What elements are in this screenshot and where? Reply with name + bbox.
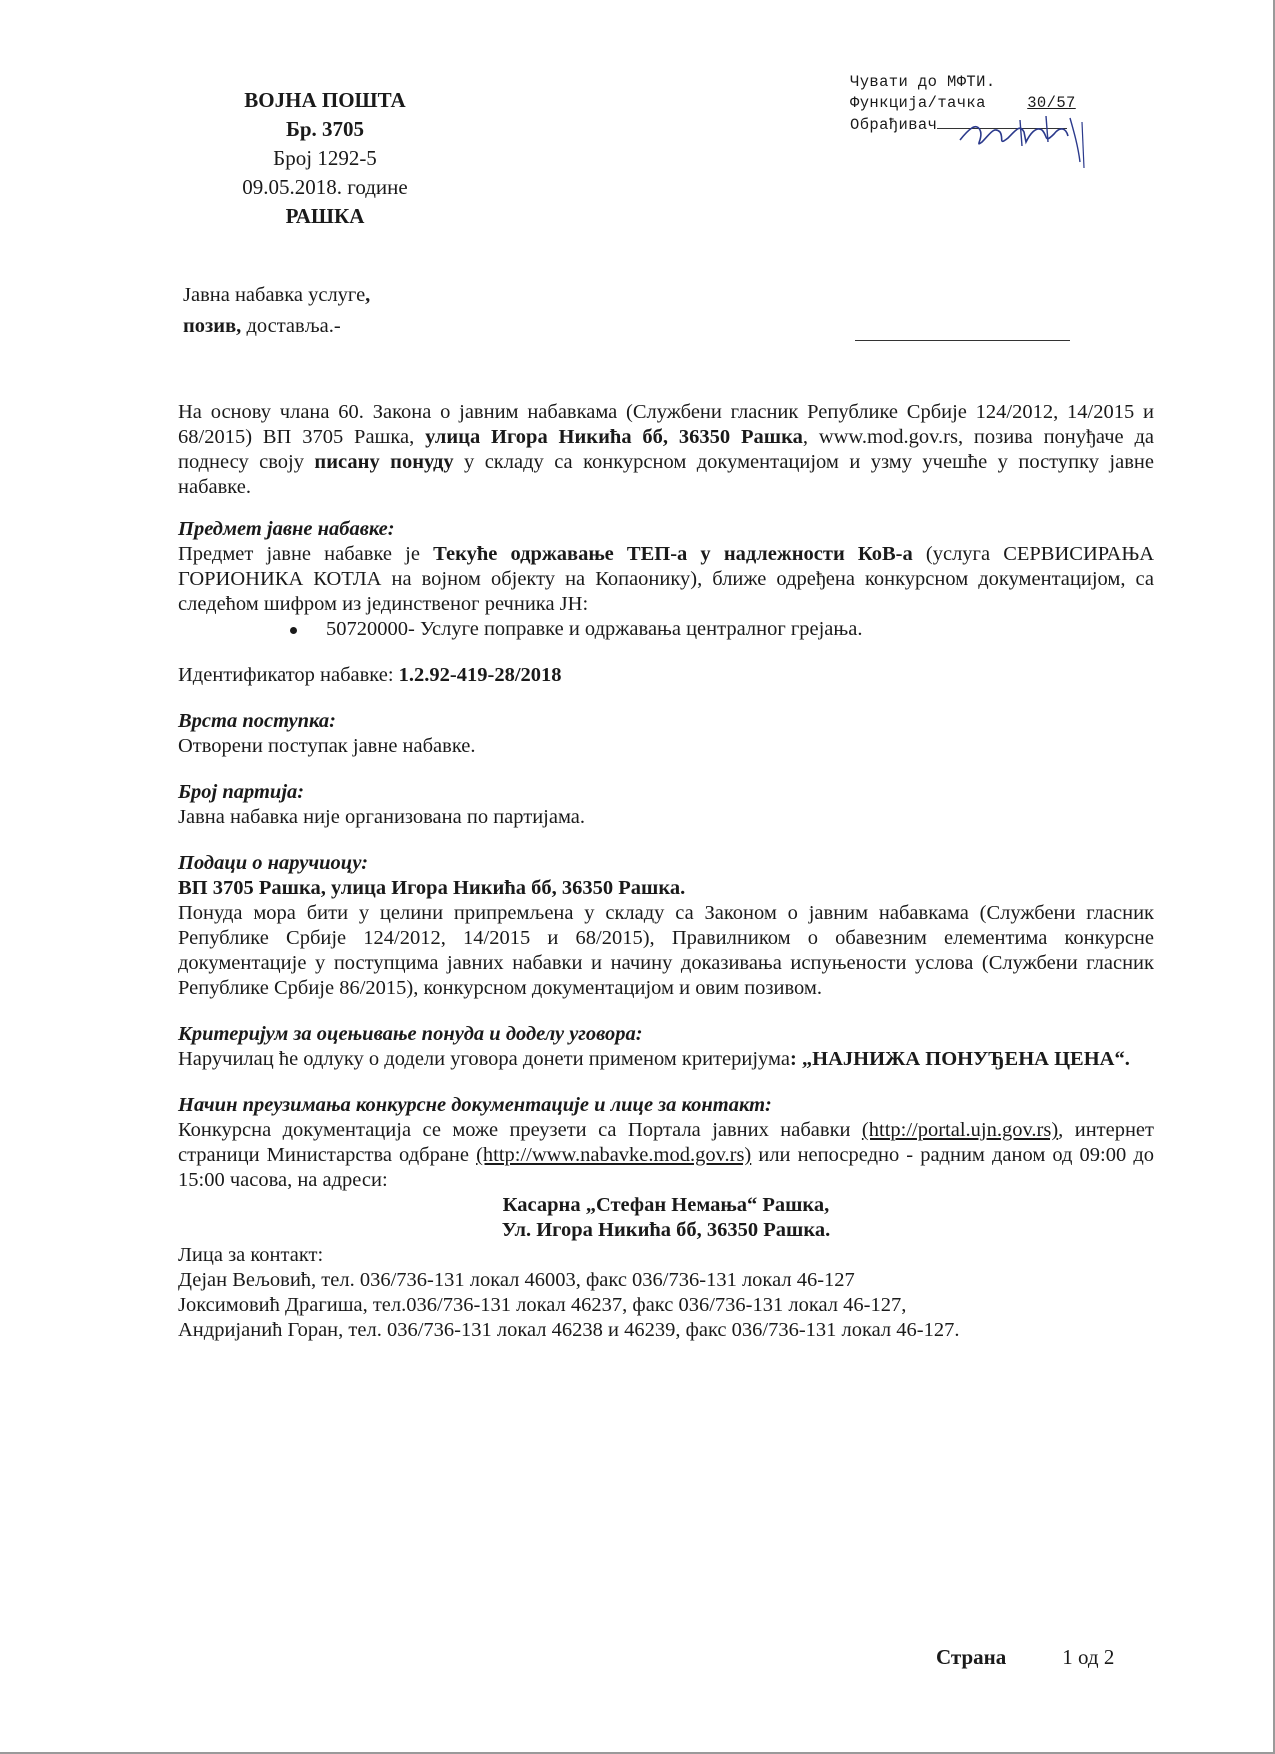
contact-item: Јоксимовић Драгиша, тел.036/736-131 локал 46237, факс 036/736-131 локал 46-127, [178, 1294, 907, 1316]
cpv-bullet-item [178, 617, 1154, 642]
separator-line [855, 340, 1070, 341]
subject-line2-text: достављa.- [241, 315, 341, 337]
page-label: Страна [936, 1645, 1007, 1669]
procedure-heading: Врста поступка: [178, 710, 336, 732]
function-row [850, 93, 1076, 114]
identifier-label: Идентификатор набавке: [178, 664, 399, 686]
client-heading: Подаци о наручиоцу: [178, 852, 369, 874]
documentation-paragraph [178, 1118, 1154, 1193]
criteria-heading: Критеријум за оцењивање понуда и доделу уговора: [178, 1023, 643, 1045]
contact-item: Дејан Вељовић, тел. 036/736-131 локал 46003, факс 036/736-131 локал 46-127 [178, 1269, 855, 1291]
subject-block [183, 280, 370, 342]
identifier-line [178, 663, 1154, 688]
ministry-link[interactable]: (http://www.nabavke.mod.gov.rs) [476, 1144, 752, 1166]
procedure-text: Отворени поступак јавне набавке. [178, 735, 476, 757]
cpv-code-text: 50720000- Услуге поправке и одржавања централног грејања. [326, 618, 863, 640]
intro-text-1: На основу члана 60. Закона о јавним набавкама (Службени гласник Републике Србије 124/2012, 14/2015 и 68/2015) ВП 3705 Рашка, [178, 401, 1154, 448]
subject-line2-bold: позив, [183, 315, 242, 337]
intro-address: улица Игора Никића бб, 36350 Рашка [425, 426, 803, 448]
documentation-heading: Начин преузимања конкурсне документације и лице за контакт: [178, 1094, 772, 1116]
function-label: Функција/тачка [850, 94, 986, 112]
page-footer [936, 1645, 1114, 1670]
criteria-paragraph [178, 1047, 1154, 1072]
sender-line1: ВОЈНА ПОШТА [244, 88, 406, 112]
address-line-1: Касарна „Стефан Немања“ Рашка, [502, 1194, 830, 1216]
intro-text-3: у складу са конкурсном документацијом и узму учешће у поступку јавне набавке. [178, 451, 1154, 498]
portal-link[interactable]: (http://portal.ujn.gov.rs) [861, 1119, 1059, 1141]
keep-until: Чувати до МФТИ. [850, 73, 996, 91]
documentation-text-3: или непосредно - радним даном од 09:00 до 15:00 часова, на адреси: [178, 1144, 1154, 1191]
document-date: 09.05.2018. године [242, 175, 408, 199]
page-number: 1 од 2 [1062, 1645, 1115, 1669]
criteria-value: : „НАЈНИЖА ПОНУЂЕНА ЦЕНА“. [789, 1048, 1130, 1070]
documentation-text-1: Конкурсна документација се може преузети са Портала јавних набавки [178, 1119, 862, 1141]
handler-label: Обрађивач [850, 116, 938, 134]
contacts-label: Лица за контакт: [178, 1244, 324, 1266]
intro-text-2: , www.mod.gov.rs, позива понуђаче да поднесу своју [178, 426, 1154, 473]
document-number: Број 1292-5 [273, 146, 377, 170]
intro-paragraph [178, 400, 1154, 500]
subject-line2 [183, 311, 370, 342]
intro-written-offer: писану понуду [314, 451, 454, 473]
documentation-text-2: , интернет страници Министарства одбране [178, 1119, 1154, 1166]
client-address: ВП 3705 Рашка, улица Игора Никића бб, 36350 Рашка. [178, 877, 686, 899]
client-paragraph: Понуда мора бити у целини припремљена у складу са Законом о јавним набавкама (Службени гласник Републике Србије 124/2012, 14/2015 и 68/2015), Правилником о обавезним елементима конкурсне документације у поступцима јавних набавки и начину доказивања испуњености услова (Службени гласник Републике Србије 86/2015), конкурсном документацијом и овим позивом. [178, 902, 1154, 999]
criteria-text: Наручилац ће одлуку о додели уговора донети применом критеријума [178, 1048, 790, 1070]
subject-matter-paragraph [178, 542, 1154, 617]
contact-item: Андријанић Горан, тел. 036/736-131 локал 46238 и 46239, факс 036/736-131 локал 46-127. [178, 1319, 960, 1341]
function-value: 30/57 [1027, 94, 1076, 112]
identifier-value: 1.2.92-419-28/2018 [398, 664, 562, 686]
address-line-2: Ул. Игора Никића бб, 36350 Рашка. [501, 1219, 831, 1241]
subject-line1-comma: , [365, 284, 371, 306]
handler-signature [950, 112, 1110, 182]
sender-line2: Бр. 3705 [285, 117, 365, 141]
document-body [178, 400, 1154, 1343]
subject-matter-text-1: Предмет јавне набавке је [178, 543, 434, 565]
sender-block [200, 86, 450, 231]
lots-text: Јавна набавка није организована по партијама. [178, 806, 586, 828]
subject-matter-text-2: (услуга СЕРВИСИРАЊА ГОРИОНИКА КОТЛА на војном објекту на Копаонику), ближе одређена конкурсном документацијом, са следећом шифром из јединственог речника ЈН: [178, 543, 1155, 615]
subject-matter-title: Текуће одржавање ТЕП-а у надлежности КоВ-а [433, 543, 913, 565]
subject-line1 [183, 280, 370, 311]
bullet-icon [290, 627, 297, 634]
lots-heading: Број партија: [178, 781, 305, 803]
subject-line1-text: Јавна набавка услуге [183, 284, 366, 306]
sender-city: РАШКА [285, 204, 365, 228]
subject-matter-heading: Предмет јавне набавке: [178, 518, 395, 540]
